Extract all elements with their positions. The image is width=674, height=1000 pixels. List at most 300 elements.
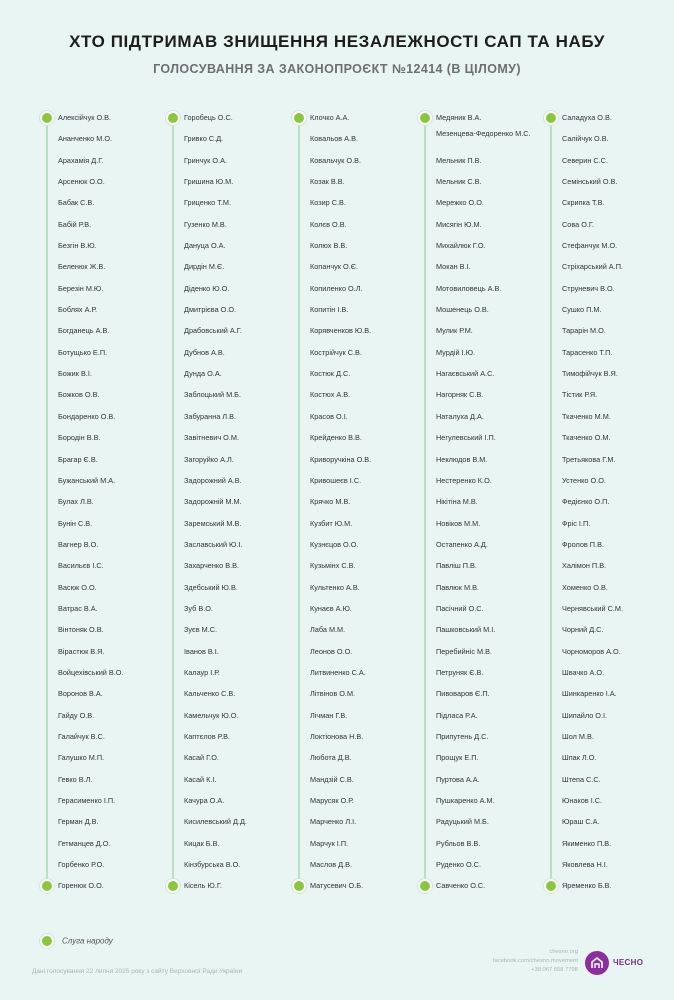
deputy-name-text: Чернявський С.М.: [562, 603, 623, 613]
deputy-name: [542, 662, 666, 683]
deputy-name-text: Козир С.В.: [310, 198, 346, 208]
deputy-name: [38, 406, 162, 427]
deputy-name: [542, 875, 666, 896]
deputy-name-text: Кінзбурська В.О.: [184, 860, 241, 870]
deputy-name: [416, 534, 540, 555]
deputy-name: [290, 598, 414, 619]
deputy-name-text: Клочко А.А.: [310, 113, 350, 122]
deputy-name-text: Вінтоняк О.В.: [58, 625, 104, 635]
deputy-name: [416, 406, 540, 427]
deputy-name: [542, 427, 666, 448]
deputy-name: [164, 790, 288, 811]
deputy-name-text: Петруняк Є.В.: [436, 667, 484, 677]
deputy-name-text: Заславський Ю.І.: [184, 539, 243, 549]
deputy-name: [164, 619, 288, 640]
deputy-name: [38, 107, 162, 128]
deputy-name: [164, 427, 288, 448]
deputy-name: [416, 555, 540, 576]
deputy-name-text: Мошенець О.В.: [436, 305, 489, 315]
deputy-name-text: Копитін І.В.: [310, 305, 349, 315]
deputy-name: [416, 427, 540, 448]
deputy-column-4: [416, 107, 540, 892]
deputy-name-text: Чорноморов А.О.: [562, 646, 621, 656]
deputy-name-text: Алексійчук О.В.: [58, 113, 112, 122]
deputy-name: [542, 534, 666, 555]
deputy-name: [164, 683, 288, 704]
deputy-name: [164, 128, 288, 149]
deputy-name-text: Перебийніс М.В.: [436, 646, 492, 656]
deputy-name: [290, 769, 414, 790]
deputy-name-text: Гетманцев Д.О.: [58, 838, 111, 848]
deputy-name-text: Нагорняк С.В.: [436, 390, 484, 400]
deputy-name: [38, 769, 162, 790]
deputy-name-text: Гришина Ю.М.: [184, 177, 234, 187]
deputy-name-text: Мурдій І.Ю.: [436, 347, 476, 357]
deputy-name-text: Бабак С.В.: [58, 198, 95, 208]
deputy-name: [38, 278, 162, 299]
deputy-name: [38, 598, 162, 619]
deputy-name: [164, 534, 288, 555]
deputy-name: [164, 555, 288, 576]
deputy-name-text: Фролов П.В.: [562, 539, 604, 549]
deputy-name: [38, 192, 162, 213]
deputy-name: [164, 278, 288, 299]
deputy-name-text: Зуєв М.С.: [184, 625, 218, 635]
deputy-name-text: Кисилевський Д.Д.: [184, 817, 247, 827]
deputy-name-text: Ботущько Е.П.: [58, 347, 108, 357]
deputy-name: [542, 577, 666, 598]
deputy-name: [38, 875, 162, 896]
deputy-name: [164, 171, 288, 192]
deputy-name: [38, 235, 162, 256]
party-dot-icon: [292, 111, 306, 125]
deputy-name: [542, 107, 666, 128]
deputy-name: [164, 107, 288, 128]
deputy-name-text: Іванов В.І.: [184, 646, 219, 656]
deputy-name-text: Козак В.В.: [310, 177, 345, 187]
deputy-name-text: Бабій Р.В.: [58, 219, 92, 229]
deputy-name: [38, 854, 162, 875]
deputy-name: [38, 320, 162, 341]
deputy-name: [164, 875, 288, 896]
deputy-name-text: Пивоваров Є.П.: [436, 689, 490, 699]
deputy-name-text: Яковлева Н.І.: [562, 860, 608, 870]
deputy-name-text: Галайчук В.С.: [58, 731, 105, 741]
deputy-name: [38, 705, 162, 726]
deputy-name: [290, 107, 414, 128]
legend: [40, 934, 113, 948]
deputy-name-text: Семінський О.В.: [562, 177, 618, 187]
deputy-name-text: Пасічний О.С.: [436, 603, 484, 613]
deputy-name-text: Шинкаренко І.А.: [562, 689, 617, 699]
deputy-name-text: Литвиненко С.А.: [310, 667, 366, 677]
deputy-name-text: Локтіонова Н.В.: [310, 731, 364, 741]
deputy-name: [416, 363, 540, 384]
deputy-name: [164, 598, 288, 619]
deputy-name-text: Припутень Д.С.: [436, 731, 489, 741]
deputy-name-text: Юраш С.А.: [562, 817, 600, 827]
deputy-name-text: Новіков М.М.: [436, 518, 481, 528]
deputy-name: [542, 491, 666, 512]
page-title: ХТО ПІДТРИМАВ ЗНИЩЕННЯ НЕЗАЛЕЖНОСТІ САП ТА НАБУ: [69, 32, 605, 51]
deputy-name-text: Ковальов А.В.: [310, 134, 358, 144]
deputy-name: [290, 299, 414, 320]
deputy-name: [38, 449, 162, 470]
deputy-name: [38, 534, 162, 555]
deputy-name: [38, 662, 162, 683]
deputy-name: [416, 128, 540, 149]
deputy-name: [416, 150, 540, 171]
deputy-name: [542, 683, 666, 704]
deputy-name-text: Діденко Ю.О.: [184, 283, 230, 293]
deputy-name: [290, 705, 414, 726]
deputy-name: [38, 171, 162, 192]
deputy-name: [38, 833, 162, 854]
deputy-name: [164, 491, 288, 512]
deputy-name-text: Скрипка Т.В.: [562, 198, 605, 208]
deputy-name: [290, 747, 414, 768]
deputy-name: [542, 470, 666, 491]
deputy-name-text: Мельник С.В.: [436, 177, 482, 187]
deputy-name: [38, 577, 162, 598]
deputy-name-text: Стефанчук М.О.: [562, 241, 618, 251]
deputy-name: [542, 256, 666, 277]
deputy-name: [38, 619, 162, 640]
deputy-name: [416, 491, 540, 512]
deputy-name-text: Березін М.Ю.: [58, 283, 104, 293]
deputy-name-text: Пашковський М.І.: [436, 625, 496, 635]
deputy-name: [542, 235, 666, 256]
deputy-name-text: Дунда О.А.: [184, 369, 222, 379]
party-dot-icon: [40, 934, 54, 948]
deputy-name-text: Неклюдов В.М.: [436, 454, 488, 464]
deputy-name: [542, 320, 666, 341]
deputy-name-text: Пуртова А.А.: [436, 774, 480, 784]
deputy-name-text: Тарасенко Т.П.: [562, 347, 613, 357]
deputy-name-text: Воронов В.А.: [58, 689, 103, 699]
deputy-name: [416, 790, 540, 811]
deputy-name-text: Кривошеєв І.С.: [310, 475, 362, 485]
deputy-name-text: Кісель Ю.Г.: [184, 881, 222, 891]
deputy-name-text: Горбенко Р.О.: [58, 860, 105, 870]
deputy-column-2: [164, 107, 288, 892]
deputy-name: [542, 449, 666, 470]
deputy-name-text: Третьякова Г.М.: [562, 454, 616, 464]
deputy-name-text: Беленюк Ж.В.: [58, 262, 106, 272]
deputy-name: [290, 811, 414, 832]
deputy-name: [542, 128, 666, 149]
deputy-name-text: Медяник В.А.: [436, 113, 482, 122]
deputy-name-text: Гринчук О.А.: [184, 155, 227, 165]
deputy-name-text: Горенюк О.О.: [58, 881, 104, 891]
deputy-name: [290, 192, 414, 213]
deputy-name: [38, 470, 162, 491]
deputy-name: [416, 598, 540, 619]
deputy-name: [416, 577, 540, 598]
deputy-name: [164, 641, 288, 662]
party-dot-icon: [418, 879, 432, 893]
deputy-name-text: Костюк Д.С.: [310, 369, 351, 379]
deputy-name-text: Штепа С.С.: [562, 774, 601, 784]
deputy-name: [38, 150, 162, 171]
deputy-name: [416, 470, 540, 491]
deputy-name: [164, 577, 288, 598]
deputy-name: [290, 683, 414, 704]
deputy-name-text: Маслов Д.В.: [310, 860, 353, 870]
deputy-name: [542, 299, 666, 320]
deputy-name: [38, 384, 162, 405]
party-dot-icon: [40, 879, 54, 893]
logo-text: ЧЕСНО: [613, 958, 644, 967]
deputy-name-text: Здебський Ю.В.: [184, 582, 238, 592]
deputy-name: [290, 214, 414, 235]
deputy-name: [290, 256, 414, 277]
deputy-name-text: Марчук І.П.: [310, 838, 349, 848]
deputy-name: [542, 406, 666, 427]
deputy-name: [38, 747, 162, 768]
deputy-name: [542, 363, 666, 384]
party-dot-icon: [544, 879, 558, 893]
deputy-name-text: Мережко О.О.: [436, 198, 484, 208]
deputy-name-text: Кузбит Ю.М.: [310, 518, 353, 528]
deputy-name: [290, 662, 414, 683]
contact-facebook[interactable]: facebook.com/chesno.movement: [492, 958, 578, 964]
deputy-name-text: Мезенцева-Федоренко М.С.: [436, 129, 531, 139]
deputy-name: [416, 256, 540, 277]
deputy-name: [542, 214, 666, 235]
deputy-name: [542, 769, 666, 790]
deputy-name-text: Лічман Г.В.: [310, 710, 348, 720]
deputy-name: [416, 641, 540, 662]
deputy-name-text: Булах Л.В.: [58, 497, 94, 507]
deputy-name-text: Павлюк М.В.: [436, 582, 479, 592]
deputy-name: [164, 811, 288, 832]
deputy-name-text: Ананченко М.О.: [58, 134, 113, 144]
deputy-name: [416, 683, 540, 704]
deputy-name-text: Красов О.І.: [310, 411, 348, 421]
deputy-name: [542, 705, 666, 726]
deputy-name: [164, 363, 288, 384]
deputy-name-text: Корявченков Ю.В.: [310, 326, 372, 336]
deputy-name: [416, 342, 540, 363]
deputy-name: [290, 235, 414, 256]
deputy-column-5: [542, 107, 666, 892]
deputy-name-text: Пушкаренко А.М.: [436, 796, 495, 805]
deputy-name: [416, 833, 540, 854]
deputy-name-text: Безгін В.Ю.: [58, 241, 97, 251]
deputy-name-text: Заблоцький М.Б.: [184, 390, 241, 400]
deputy-name-text: Бондаренко О.В.: [58, 411, 116, 421]
deputy-name-text: Божик В.І.: [58, 369, 92, 379]
deputy-name-text: Стріхарський А.П.: [562, 262, 623, 272]
deputy-name-text: Крейденко В.В.: [310, 433, 362, 443]
deputy-name-text: Мотовиловець А.В.: [436, 283, 502, 293]
deputy-name-text: Шол М.В.: [562, 731, 594, 741]
deputy-name: [38, 811, 162, 832]
deputy-name-text: Ткаченко М.М.: [562, 411, 611, 421]
deputy-name-text: Яременко Б.В.: [562, 881, 612, 891]
deputy-name-text: Мисягін Ю.М.: [436, 219, 482, 229]
deputy-name-text: Завітневич О.М.: [184, 433, 239, 443]
deputy-name-text: Бородін В.В.: [58, 433, 101, 443]
party-dot-icon: [166, 111, 180, 125]
deputy-name-text: Касай Г.О.: [184, 753, 219, 763]
deputy-name-text: Мандзій С.В.: [310, 774, 354, 784]
deputy-name: [164, 406, 288, 427]
deputy-name-text: Люботa Д.В.: [310, 753, 352, 763]
deputy-name: [416, 299, 540, 320]
deputy-name-text: Марченко Л.І.: [310, 817, 357, 827]
party-dot-icon: [166, 879, 180, 893]
deputy-name-text: Калаур І.Р.: [184, 667, 220, 677]
deputy-name-text: Леонов О.О.: [310, 646, 353, 656]
deputy-name: [290, 384, 414, 405]
deputy-name: [416, 811, 540, 832]
party-dot-icon: [418, 111, 432, 125]
deputy-name-text: Арсенюк О.О.: [58, 177, 105, 187]
deputy-name-text: Ватрас В.А.: [58, 603, 98, 613]
deputy-name-text: Дубнов А.В.: [184, 347, 225, 357]
deputy-name: [38, 683, 162, 704]
deputy-name: [290, 320, 414, 341]
deputy-name-text: Сушко П.М.: [562, 305, 602, 315]
deputy-name: [38, 555, 162, 576]
deputy-name: [416, 769, 540, 790]
deputy-name: [290, 342, 414, 363]
deputy-name-text: Хоменко О.В.: [562, 582, 608, 592]
deputy-name-text: Саладуха О.В.: [562, 113, 612, 122]
contact-phone: +38 067 658 7798: [531, 967, 578, 973]
deputy-name-text: Літвінов О.М.: [310, 689, 356, 699]
deputy-name: [290, 513, 414, 534]
deputy-name-text: Гузенко М.В.: [184, 219, 227, 229]
deputy-name-text: Ковальчук О.В.: [310, 155, 361, 165]
deputy-name-text: Струневич В.О.: [562, 283, 615, 293]
deputy-name: [416, 662, 540, 683]
deputy-name-text: Лаба М.М.: [310, 625, 346, 635]
deputy-name: [164, 214, 288, 235]
deputy-name: [290, 150, 414, 171]
deputy-name: [290, 726, 414, 747]
deputy-columns: [38, 107, 658, 892]
deputy-name: [290, 875, 414, 896]
deputy-name-text: Герасименко І.П.: [58, 796, 116, 805]
deputy-name: [542, 854, 666, 875]
deputy-name: [38, 513, 162, 534]
deputy-name-text: Задорожний А.В.: [184, 475, 242, 485]
page-subtitle: ГОЛОСУВАННЯ ЗА ЗАКОНОПРОЄКТ №12414 (В ЦІЛОМУ): [153, 62, 521, 76]
deputy-name-text: Нагаєвський А.С.: [436, 369, 495, 379]
deputy-name: [542, 513, 666, 534]
deputy-name-text: Дануца О.А.: [184, 241, 226, 251]
deputy-name: [38, 790, 162, 811]
deputy-name: [416, 171, 540, 192]
deputy-name-text: Тарарін М.О.: [562, 326, 606, 336]
deputy-name-text: Сова О.Г.: [562, 219, 594, 229]
deputy-name-text: Гривко С.Д.: [184, 134, 224, 144]
deputy-name: [542, 747, 666, 768]
deputy-name-text: Галушко М.П.: [58, 753, 105, 763]
deputy-name: [542, 171, 666, 192]
deputy-name-text: Задорожній М.М.: [184, 497, 242, 507]
deputy-name-text: Шпак Л.О.: [562, 753, 597, 763]
logo-emblem-icon: [585, 951, 609, 975]
deputy-name: [38, 342, 162, 363]
deputy-name-text: Зуб В.О.: [184, 603, 213, 613]
deputy-name: [416, 726, 540, 747]
deputy-name: [416, 747, 540, 768]
deputy-name-text: Фріс І.П.: [562, 518, 591, 528]
deputy-name-text: Михайлюк Г.О.: [436, 241, 486, 251]
deputy-name: [416, 214, 540, 235]
deputy-name-text: Арахамія Д.Г.: [58, 155, 104, 165]
deputy-name: [38, 427, 162, 448]
deputy-name: [542, 641, 666, 662]
source-note: Дані голосування 22 липня 2025 року з сайту Верховної Ради України: [32, 968, 243, 975]
deputy-name: [416, 705, 540, 726]
deputy-name-text: Божков О.В.: [58, 390, 100, 400]
deputy-name: [290, 577, 414, 598]
deputy-name: [416, 384, 540, 405]
deputy-name-text: Бунін С.В.: [58, 518, 93, 528]
deputy-name-text: Каптєлов Р.В.: [184, 731, 231, 741]
deputy-name-text: Копиленко О.Л.: [310, 283, 363, 293]
deputy-name-text: Кальченко С.В.: [184, 689, 236, 699]
deputy-name-text: Федієнко О.П.: [562, 497, 610, 507]
deputy-name-text: Мулик Р.М.: [436, 326, 473, 336]
deputy-name: [38, 214, 162, 235]
deputy-column-1: [38, 107, 162, 892]
deputy-name: [164, 726, 288, 747]
legend-label: Слуга народу: [62, 936, 113, 946]
deputy-name-text: Костюх А.В.: [310, 390, 351, 400]
deputy-name: [416, 192, 540, 213]
contact-website[interactable]: chesno.org: [549, 949, 578, 955]
deputy-name-text: Чорний Д.С.: [562, 625, 604, 635]
deputy-name: [290, 449, 414, 470]
deputy-name: [542, 598, 666, 619]
deputy-name-text: Бужанський М.А.: [58, 475, 116, 485]
deputy-name-text: Забуранна Л.В.: [184, 411, 237, 421]
deputy-name-text: Мокан В.І.: [436, 262, 471, 272]
deputy-name: [164, 320, 288, 341]
deputy-name-text: Загоруйко А.Л.: [184, 454, 234, 464]
deputy-name-text: Халімон П.В.: [562, 561, 607, 571]
deputy-name: [164, 235, 288, 256]
deputy-name: [38, 256, 162, 277]
contacts: [493, 948, 578, 975]
deputy-name-text: Колюх В.В.: [310, 241, 348, 251]
deputy-name: [164, 769, 288, 790]
deputy-name-text: Кузьмінх С.В.: [310, 561, 356, 571]
deputy-name: [164, 747, 288, 768]
deputy-name-text: Крячко М.В.: [310, 497, 351, 507]
deputy-name-text: Богданець А.В.: [58, 326, 110, 336]
deputy-name: [290, 128, 414, 149]
deputy-name: [164, 192, 288, 213]
deputy-name: [290, 171, 414, 192]
deputy-name-text: Качура О.А.: [184, 796, 225, 805]
deputy-name-text: Рубльов В.В.: [436, 838, 481, 848]
deputy-name-text: Васильєв І.С.: [58, 561, 104, 571]
deputy-name: [416, 619, 540, 640]
deputy-name: [38, 128, 162, 149]
deputy-name-text: Мельник П.В.: [436, 155, 482, 165]
deputy-name: [290, 534, 414, 555]
deputy-name-text: Захарченко В.В.: [184, 561, 240, 571]
deputy-name: [38, 641, 162, 662]
deputy-name-text: Тимофійчук В.Я.: [562, 369, 618, 379]
